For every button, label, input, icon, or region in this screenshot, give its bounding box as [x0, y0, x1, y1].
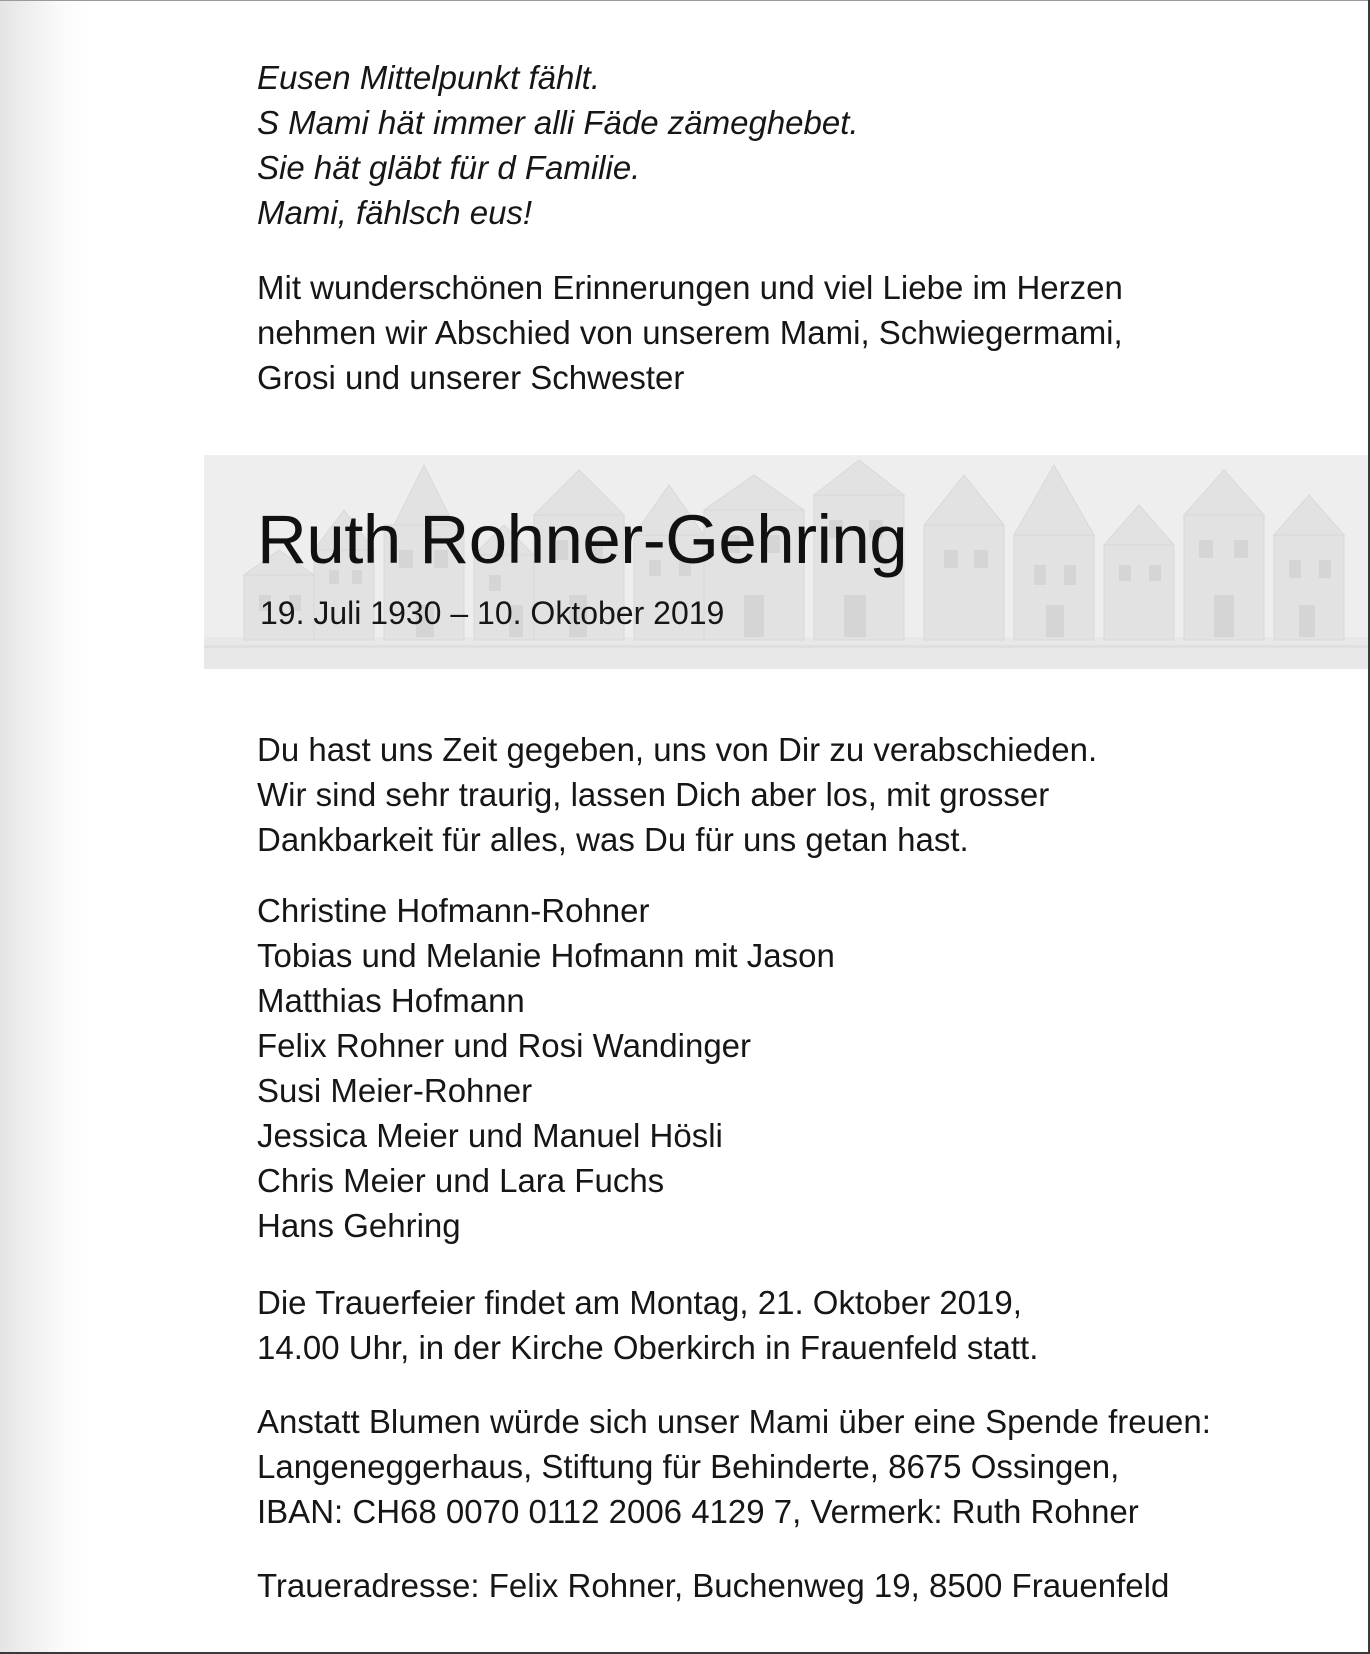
- poem-line: Mami, fählsch eus!: [257, 194, 533, 231]
- family-member: Susi Meier-Rohner: [257, 1072, 533, 1109]
- family-member: Chris Meier und Lara Fuchs: [257, 1162, 665, 1199]
- poem-line: Eusen Mittelpunkt fählt.: [257, 59, 601, 96]
- intro-line: nehmen wir Abschied von unserem Mami, Schwiegermami,: [257, 314, 1123, 351]
- donation-line: Langeneggerhaus, Stiftung für Behinderte, 8675 Ossingen,: [257, 1448, 1120, 1485]
- address-line: Traueradresse: Felix Rohner, Buchenweg 19, 8500 Frauenfeld: [257, 1567, 1170, 1604]
- donation-line: Anstatt Blumen würde sich unser Mami über eine Spende freuen:: [257, 1403, 1211, 1440]
- family-member: Christine Hofmann-Rohner: [257, 892, 650, 929]
- page-border-top: [0, 0, 1370, 1]
- farewell-line: Du hast uns Zeit gegeben, uns von Dir zu verabschieden.: [257, 731, 1098, 768]
- intro-line: Grosi und unserer Schwester: [257, 359, 685, 396]
- intro-line: Mit wunderschönen Erinnerungen und viel Liebe im Herzen: [257, 269, 1123, 306]
- deceased-name: Ruth Rohner-Gehring: [257, 501, 908, 578]
- farewell-line: Wir sind sehr traurig, lassen Dich aber los, mit grosser: [257, 776, 1050, 813]
- poem-line: S Mami hät immer alli Fäde zämeghebet.: [257, 104, 859, 141]
- service-line: Die Trauerfeier findet am Montag, 21. Oktober 2019,: [257, 1284, 1022, 1321]
- family-member: Jessica Meier und Manuel Hösli: [257, 1117, 723, 1154]
- service-info: [257, 1280, 1038, 1370]
- poem: [257, 55, 859, 235]
- family-list: [257, 888, 835, 1248]
- family-member: Matthias Hofmann: [257, 982, 525, 1019]
- mourning-address: [257, 1563, 1169, 1608]
- poem-line: Sie hät gläbt für d Familie.: [257, 149, 641, 186]
- family-member: Hans Gehring: [257, 1207, 461, 1244]
- service-line: 14.00 Uhr, in der Kirche Oberkirch in Frauenfeld statt.: [257, 1329, 1039, 1366]
- donation-info: [257, 1399, 1211, 1534]
- intro-text: [257, 265, 1123, 400]
- donation-line: IBAN: CH68 0070 0112 2006 4129 7, Vermerk: Ruth Rohner: [257, 1493, 1139, 1530]
- family-member: Felix Rohner und Rosi Wandinger: [257, 1027, 752, 1064]
- farewell-line: Dankbarkeit für alles, was Du für uns getan hast.: [257, 821, 969, 858]
- life-dates: 19. Juli 1930 – 10. Oktober 2019: [260, 595, 725, 631]
- farewell-text: [257, 727, 1097, 862]
- family-member: Tobias und Melanie Hofmann mit Jason: [257, 937, 835, 974]
